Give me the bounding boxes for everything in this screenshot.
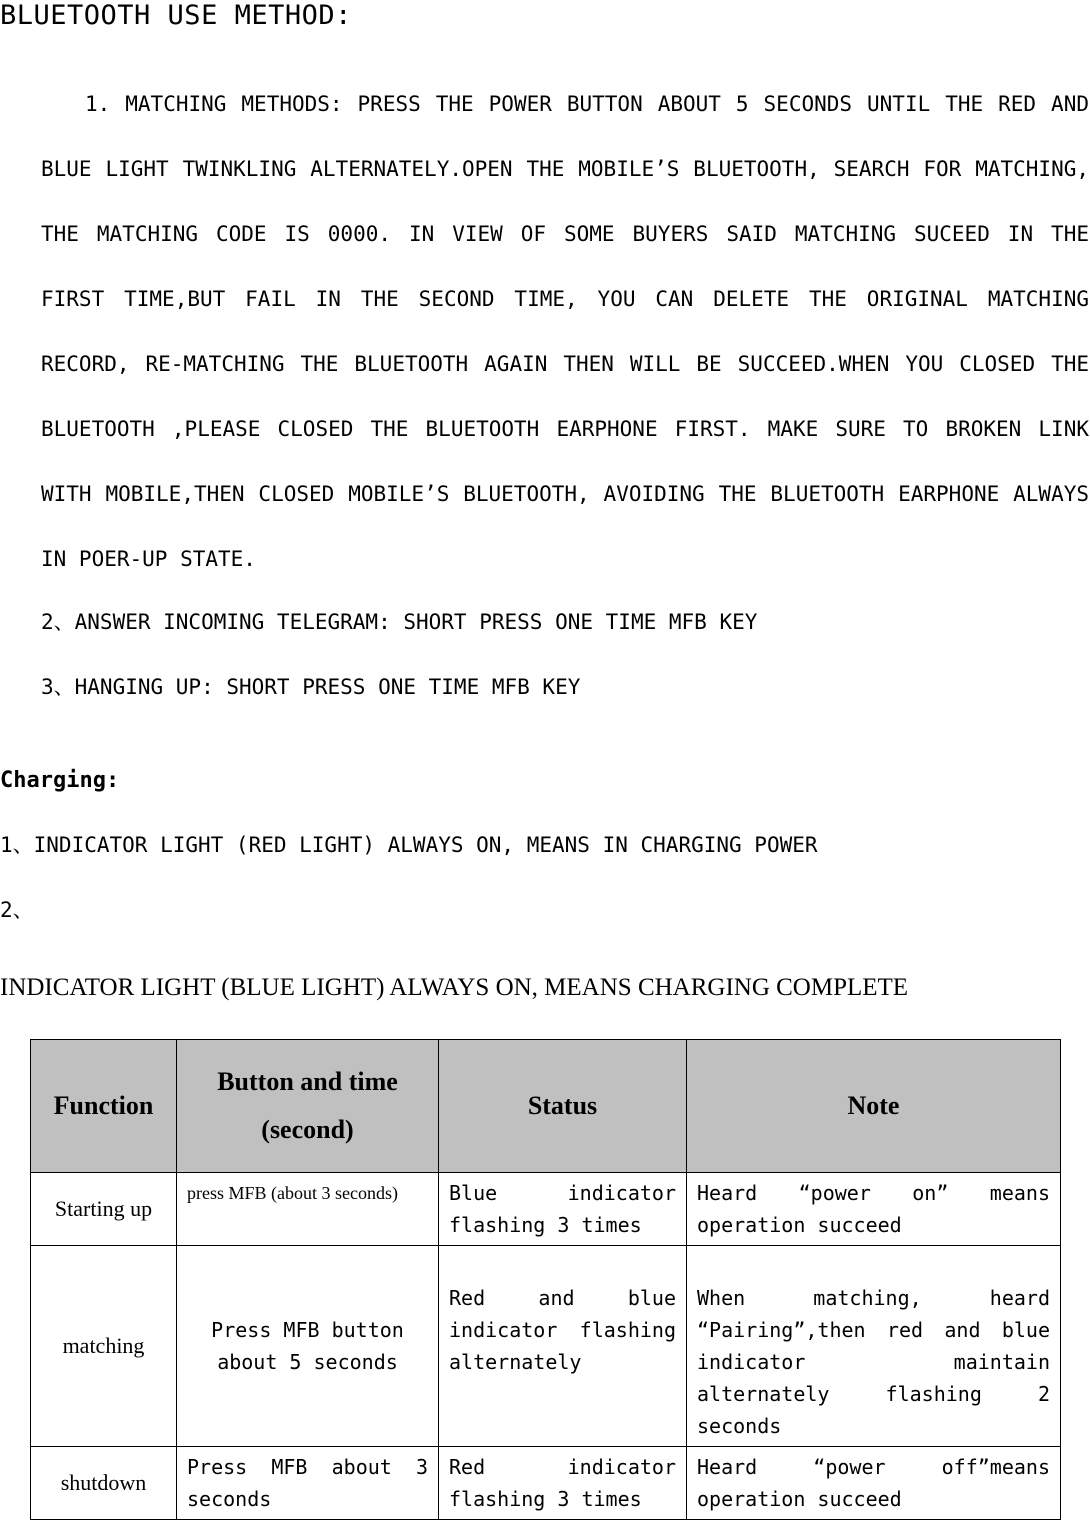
header-function: Function xyxy=(31,1040,177,1173)
charging-item-1: 1、INDICATOR LIGHT (RED LIGHT) ALWAYS ON, MEANS IN CHARGING POWER xyxy=(0,833,818,857)
header-note: Note xyxy=(687,1040,1061,1173)
charging-item-2-number: 2、 xyxy=(0,898,34,922)
table-row xyxy=(31,1447,1061,1520)
step-3: 3、HANGING UP: SHORT PRESS ONE TIME MFB KEY xyxy=(41,675,581,699)
function-table xyxy=(30,1039,1061,1520)
cell-status: Red and blue indicator flashing alternately xyxy=(439,1246,687,1447)
step-1-text: 1. MATCHING METHODS: PRESS THE POWER BUTTON ABOUT 5 SECONDS UNTIL THE RED AND BLUE LIGHT TWINKLING ALTERNATELY.OPEN THE MOBILE’S BLUETOOTH, SEARCH FOR MATCHING, THE MATCHING CODE IS 0000. IN VIEW OF SOME BUYERS SAID MATCHING SUCEED IN THE FIRST TIME,BUT FAIL IN THE SECOND TIME, YOU CAN DELETE THE ORIGINAL MATCHING RECORD, RE-MATCHING THE BLUETOOTH AGAIN THEN WILL BE SUCCEED.WHEN YOU CLOSED THE BLUETOOTH ,PLEASE CLOSED THE BLUETOOTH EARPHONE FIRST. MAKE SURE TO BROKEN LINK WITH MOBILE,THEN CLOSED MOBILE’S BLUETOOTH, AVOIDING THE BLUETOOTH EARPHONE ALWAYS IN POER-UP STATE. xyxy=(41,92,1089,571)
cell-note: When matching, heard “Pairing”,then red and blue indicator maintain alternately flashing 2 seconds xyxy=(687,1246,1061,1447)
cell-note: Heard “power on” means operation succeed xyxy=(687,1173,1061,1246)
table-row xyxy=(31,1246,1061,1447)
header-status: Status xyxy=(439,1040,687,1173)
cell-button: Press MFB about 3 seconds xyxy=(177,1447,439,1520)
charging-item-2-text: INDICATOR LIGHT (BLUE LIGHT) ALWAYS ON, MEANS CHARGING COMPLETE xyxy=(0,974,909,1001)
cell-status: Blue indicator flashing 3 times xyxy=(439,1173,687,1246)
charging-heading: Charging: xyxy=(0,768,120,793)
cell-button: Press MFB button about 5 seconds xyxy=(177,1246,439,1447)
cell-status: Red indicator flashing 3 times xyxy=(439,1447,687,1520)
cell-function: matching xyxy=(31,1246,177,1447)
header-button-line2: (second) xyxy=(261,1115,354,1144)
header-button-line1: Button and time xyxy=(217,1067,398,1096)
cell-function: Starting up xyxy=(31,1173,177,1246)
cell-function: shutdown xyxy=(31,1447,177,1520)
cell-button: press MFB (about 3 seconds) xyxy=(177,1173,439,1246)
page-title: BLUETOOTH USE METHOD: xyxy=(0,0,352,31)
table-header-row xyxy=(31,1040,1061,1173)
step-2: 2、ANSWER INCOMING TELEGRAM: SHORT PRESS ONE TIME MFB KEY xyxy=(41,610,758,634)
step-1-paragraph xyxy=(41,72,1089,592)
header-button-time xyxy=(177,1040,439,1173)
cell-note: Heard “power off”means operation succeed xyxy=(687,1447,1061,1520)
table-row xyxy=(31,1173,1061,1246)
